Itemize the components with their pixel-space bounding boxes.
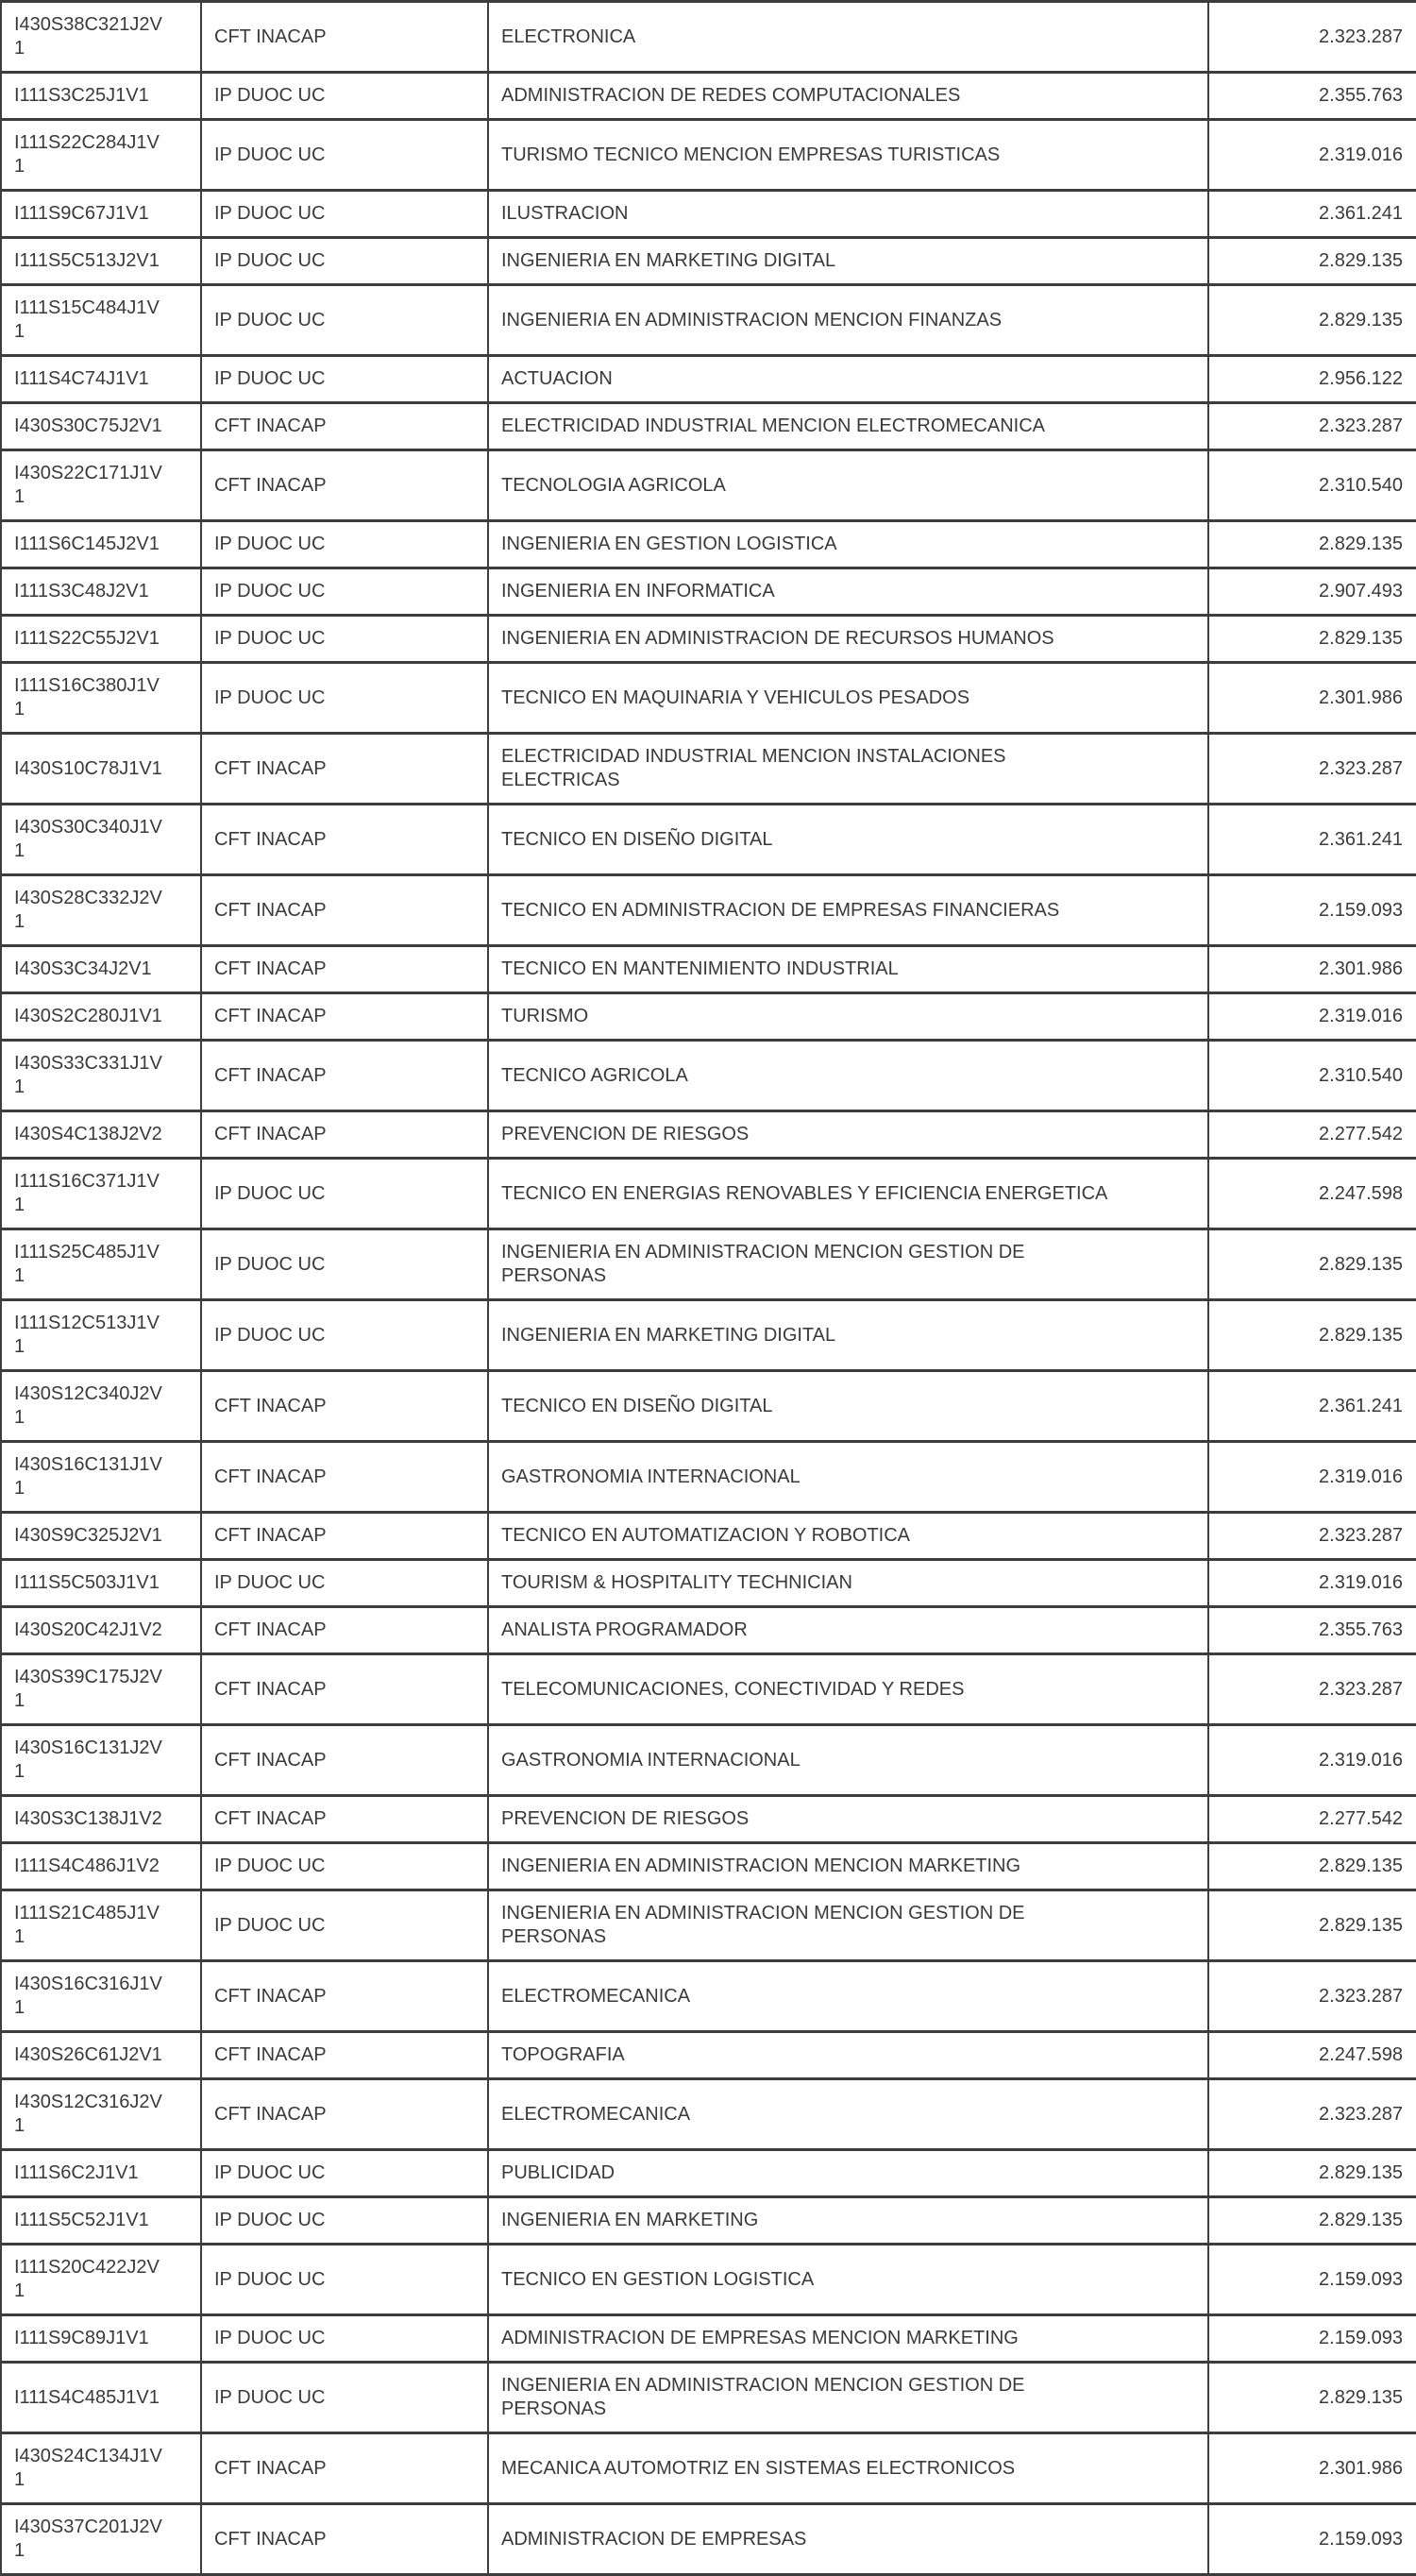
code-cell: I430S9C325J2V1 <box>1 1513 201 1560</box>
amount-cell: 2.247.598 <box>1208 1159 1416 1229</box>
table-row <box>1 1560 1416 1607</box>
table-row <box>1 1513 1416 1560</box>
institution-cell: CFT INACAP <box>201 2079 488 2150</box>
amount-cell: 2.323.287 <box>1208 2079 1416 2150</box>
code-cell: I430S26C61J2V1 <box>1 2032 201 2079</box>
program-cell: TECNICO EN ADMINISTRACION DE EMPRESAS FINANCIERAS <box>488 875 1208 946</box>
amount-cell: 2.301.986 <box>1208 2433 1416 2504</box>
amount-cell: 2.361.241 <box>1208 191 1416 238</box>
program-cell: INGENIERIA EN ADMINISTRACION MENCION GESTION DE PERSONAS <box>488 1890 1208 1961</box>
table-row <box>1 120 1416 191</box>
table-row <box>1 2197 1416 2245</box>
program-cell: TECNICO EN GESTION LOGISTICA <box>488 2245 1208 2315</box>
program-cell: ILUSTRACION <box>488 191 1208 238</box>
program-cell: TECNICO EN DISEÑO DIGITAL <box>488 1371 1208 1442</box>
program-cell: INGENIERIA EN ADMINISTRACION DE RECURSOS HUMANOS <box>488 616 1208 663</box>
institution-cell: CFT INACAP <box>201 1654 488 1725</box>
program-cell: INGENIERIA EN ADMINISTRACION MENCION MARKETING <box>488 1843 1208 1890</box>
institution-cell: CFT INACAP <box>201 805 488 875</box>
table-row <box>1 993 1416 1041</box>
program-cell: PREVENCION DE RIESGOS <box>488 1111 1208 1159</box>
program-cell: INGENIERIA EN ADMINISTRACION MENCION GESTION DE PERSONAS <box>488 2363 1208 2433</box>
institution-cell: CFT INACAP <box>201 1442 488 1513</box>
amount-cell: 2.829.135 <box>1208 2363 1416 2433</box>
code-cell: I430S33C331J1V1 <box>1 1041 201 1111</box>
program-cell: ADMINISTRACION DE EMPRESAS <box>488 2504 1208 2575</box>
code-cell: I430S37C201J2V1 <box>1 2504 201 2575</box>
institution-cell: CFT INACAP <box>201 1371 488 1442</box>
program-cell: TELECOMUNICACIONES, CONECTIVIDAD Y REDES <box>488 1654 1208 1725</box>
program-cell: GASTRONOMIA INTERNACIONAL <box>488 1725 1208 1796</box>
amount-cell: 2.310.540 <box>1208 450 1416 521</box>
institution-cell: CFT INACAP <box>201 1796 488 1843</box>
table-row <box>1 1725 1416 1796</box>
institution-cell: IP DUOC UC <box>201 2315 488 2363</box>
amount-cell: 2.829.135 <box>1208 1890 1416 1961</box>
institution-cell: IP DUOC UC <box>201 73 488 120</box>
table-row <box>1 734 1416 805</box>
amount-cell: 2.247.598 <box>1208 2032 1416 2079</box>
table-row <box>1 521 1416 568</box>
program-cell: INGENIERIA EN MARKETING DIGITAL <box>488 238 1208 285</box>
code-cell: I111S20C422J2V1 <box>1 2245 201 2315</box>
program-cell: INGENIERIA EN GESTION LOGISTICA <box>488 521 1208 568</box>
amount-cell: 2.319.016 <box>1208 1560 1416 1607</box>
table-row <box>1 568 1416 616</box>
program-cell: PUBLICIDAD <box>488 2150 1208 2197</box>
table-row <box>1 1843 1416 1890</box>
amount-cell: 2.829.135 <box>1208 1300 1416 1371</box>
institution-cell: CFT INACAP <box>201 2504 488 2575</box>
table-row <box>1 356 1416 403</box>
institution-cell: CFT INACAP <box>201 993 488 1041</box>
table-row <box>1 616 1416 663</box>
table-row <box>1 2433 1416 2504</box>
institution-cell: IP DUOC UC <box>201 1560 488 1607</box>
code-cell: I430S3C34J2V1 <box>1 946 201 993</box>
amount-cell: 2.829.135 <box>1208 2150 1416 2197</box>
program-cell: TURISMO TECNICO MENCION EMPRESAS TURISTICAS <box>488 120 1208 191</box>
code-cell: I430S30C340J1V1 <box>1 805 201 875</box>
program-cell: TECNICO EN ENERGIAS RENOVABLES Y EFICIENCIA ENERGETICA <box>488 1159 1208 1229</box>
table-row <box>1 403 1416 450</box>
amount-cell: 2.355.763 <box>1208 73 1416 120</box>
code-cell: I430S38C321J2V1 <box>1 2 201 73</box>
code-cell: I430S22C171J1V1 <box>1 450 201 521</box>
institution-cell: CFT INACAP <box>201 1961 488 2032</box>
code-cell: I111S6C2J1V1 <box>1 2150 201 2197</box>
amount-cell: 2.956.122 <box>1208 356 1416 403</box>
institution-cell: CFT INACAP <box>201 450 488 521</box>
amount-cell: 2.319.016 <box>1208 120 1416 191</box>
code-cell: I111S4C485J1V1 <box>1 2363 201 2433</box>
table-row <box>1 238 1416 285</box>
program-cell: ELECTROMECANICA <box>488 1961 1208 2032</box>
code-cell: I111S9C89J1V1 <box>1 2315 201 2363</box>
code-cell: I430S16C131J2V1 <box>1 1725 201 1796</box>
amount-cell: 2.907.493 <box>1208 568 1416 616</box>
amount-cell: 2.323.287 <box>1208 403 1416 450</box>
table-row <box>1 1041 1416 1111</box>
program-cell: ADMINISTRACION DE REDES COMPUTACIONALES <box>488 73 1208 120</box>
table-row <box>1 1300 1416 1371</box>
amount-cell: 2.277.542 <box>1208 1111 1416 1159</box>
institution-cell: IP DUOC UC <box>201 1843 488 1890</box>
program-cell: TOPOGRAFIA <box>488 2032 1208 2079</box>
institution-cell: IP DUOC UC <box>201 521 488 568</box>
table-row <box>1 1607 1416 1654</box>
table-row <box>1 1229 1416 1300</box>
table-row <box>1 2363 1416 2433</box>
program-cell: TECNOLOGIA AGRICOLA <box>488 450 1208 521</box>
code-cell: I111S16C371J1V1 <box>1 1159 201 1229</box>
amount-cell: 2.829.135 <box>1208 285 1416 356</box>
program-cell: TECNICO EN MANTENIMIENTO INDUSTRIAL <box>488 946 1208 993</box>
table-row <box>1 663 1416 734</box>
amount-cell: 2.319.016 <box>1208 1442 1416 1513</box>
program-cell: TECNICO EN AUTOMATIZACION Y ROBOTICA <box>488 1513 1208 1560</box>
amount-cell: 2.323.287 <box>1208 1961 1416 2032</box>
amount-cell: 2.829.135 <box>1208 1229 1416 1300</box>
institution-cell: IP DUOC UC <box>201 568 488 616</box>
table-row <box>1 1890 1416 1961</box>
code-cell: I430S28C332J2V1 <box>1 875 201 946</box>
amount-cell: 2.319.016 <box>1208 993 1416 1041</box>
table-row <box>1 285 1416 356</box>
code-cell: I111S9C67J1V1 <box>1 191 201 238</box>
table-row <box>1 2150 1416 2197</box>
table-row <box>1 1371 1416 1442</box>
code-cell: I111S12C513J1V1 <box>1 1300 201 1371</box>
institution-cell: IP DUOC UC <box>201 1300 488 1371</box>
amount-cell: 2.361.241 <box>1208 805 1416 875</box>
program-cell: ADMINISTRACION DE EMPRESAS MENCION MARKETING <box>488 2315 1208 2363</box>
code-cell: I111S3C48J2V1 <box>1 568 201 616</box>
fee-table-body <box>1 2 1416 2575</box>
table-row <box>1 73 1416 120</box>
amount-cell: 2.159.093 <box>1208 875 1416 946</box>
code-cell: I111S5C52J1V1 <box>1 2197 201 2245</box>
table-row <box>1 2 1416 73</box>
program-cell: TURISMO <box>488 993 1208 1041</box>
institution-cell: IP DUOC UC <box>201 238 488 285</box>
code-cell: I430S24C134J1V1 <box>1 2433 201 2504</box>
program-cell: GASTRONOMIA INTERNACIONAL <box>488 1442 1208 1513</box>
institution-cell: CFT INACAP <box>201 946 488 993</box>
institution-cell: CFT INACAP <box>201 1111 488 1159</box>
program-cell: INGENIERIA EN ADMINISTRACION MENCION GESTION DE PERSONAS <box>488 1229 1208 1300</box>
program-cell: TOURISM & HOSPITALITY TECHNICIAN <box>488 1560 1208 1607</box>
code-cell: I430S16C316J1V1 <box>1 1961 201 2032</box>
table-row <box>1 450 1416 521</box>
institution-cell: IP DUOC UC <box>201 2363 488 2433</box>
amount-cell: 2.829.135 <box>1208 616 1416 663</box>
institution-cell: IP DUOC UC <box>201 120 488 191</box>
program-cell: INGENIERIA EN ADMINISTRACION MENCION FINANZAS <box>488 285 1208 356</box>
amount-cell: 2.323.287 <box>1208 734 1416 805</box>
code-cell: I430S20C42J1V2 <box>1 1607 201 1654</box>
code-cell: I430S10C78J1V1 <box>1 734 201 805</box>
table-row <box>1 2245 1416 2315</box>
institution-cell: IP DUOC UC <box>201 1890 488 1961</box>
table-row <box>1 805 1416 875</box>
table-row <box>1 2032 1416 2079</box>
code-cell: I430S30C75J2V1 <box>1 403 201 450</box>
program-cell: ELECTROMECANICA <box>488 2079 1208 2150</box>
program-cell: MECANICA AUTOMOTRIZ EN SISTEMAS ELECTRONICOS <box>488 2433 1208 2504</box>
program-cell: ELECTRICIDAD INDUSTRIAL MENCION ELECTROMECANICA <box>488 403 1208 450</box>
program-cell: ANALISTA PROGRAMADOR <box>488 1607 1208 1654</box>
institution-cell: CFT INACAP <box>201 2 488 73</box>
institution-cell: IP DUOC UC <box>201 191 488 238</box>
table-row <box>1 2079 1416 2150</box>
institution-cell: CFT INACAP <box>201 1513 488 1560</box>
table-row <box>1 1796 1416 1843</box>
code-cell: I111S4C486J1V2 <box>1 1843 201 1890</box>
institution-cell: IP DUOC UC <box>201 616 488 663</box>
institution-cell: IP DUOC UC <box>201 356 488 403</box>
institution-cell: CFT INACAP <box>201 734 488 805</box>
program-cell: TECNICO AGRICOLA <box>488 1041 1208 1111</box>
program-cell: TECNICO EN MAQUINARIA Y VEHICULOS PESADOS <box>488 663 1208 734</box>
code-cell: I430S2C280J1V1 <box>1 993 201 1041</box>
code-cell: I430S12C340J2V1 <box>1 1371 201 1442</box>
amount-cell: 2.829.135 <box>1208 1843 1416 1890</box>
institution-cell: IP DUOC UC <box>201 1229 488 1300</box>
institution-cell: IP DUOC UC <box>201 2245 488 2315</box>
program-cell: ACTUACION <box>488 356 1208 403</box>
institution-cell: CFT INACAP <box>201 875 488 946</box>
program-cell: INGENIERIA EN MARKETING <box>488 2197 1208 2245</box>
institution-cell: CFT INACAP <box>201 403 488 450</box>
amount-cell: 2.323.287 <box>1208 2 1416 73</box>
code-cell: I430S3C138J1V2 <box>1 1796 201 1843</box>
institution-cell: IP DUOC UC <box>201 1159 488 1229</box>
amount-cell: 2.829.135 <box>1208 521 1416 568</box>
program-cell: TECNICO EN DISEÑO DIGITAL <box>488 805 1208 875</box>
code-cell: I111S16C380J1V1 <box>1 663 201 734</box>
amount-cell: 2.361.241 <box>1208 1371 1416 1442</box>
amount-cell: 2.323.287 <box>1208 1513 1416 1560</box>
code-cell: I111S21C485J1V1 <box>1 1890 201 1961</box>
amount-cell: 2.159.093 <box>1208 2245 1416 2315</box>
table-row <box>1 1111 1416 1159</box>
amount-cell: 2.301.986 <box>1208 663 1416 734</box>
code-cell: I111S4C74J1V1 <box>1 356 201 403</box>
code-cell: I111S3C25J1V1 <box>1 73 201 120</box>
institution-cell: IP DUOC UC <box>201 285 488 356</box>
code-cell: I430S4C138J2V2 <box>1 1111 201 1159</box>
program-cell: ELECTRICIDAD INDUSTRIAL MENCION INSTALACIONES ELECTRICAS <box>488 734 1208 805</box>
table-row <box>1 2504 1416 2575</box>
amount-cell: 2.319.016 <box>1208 1725 1416 1796</box>
institution-cell: CFT INACAP <box>201 2032 488 2079</box>
code-cell: I111S25C485J1V1 <box>1 1229 201 1300</box>
institution-cell: IP DUOC UC <box>201 2150 488 2197</box>
institution-cell: IP DUOC UC <box>201 663 488 734</box>
code-cell: I111S15C484J1V1 <box>1 285 201 356</box>
table-row <box>1 875 1416 946</box>
program-cell: INGENIERIA EN INFORMATICA <box>488 568 1208 616</box>
code-cell: I111S22C55J2V1 <box>1 616 201 663</box>
code-cell: I430S16C131J1V1 <box>1 1442 201 1513</box>
code-cell: I111S22C284J1V1 <box>1 120 201 191</box>
amount-cell: 2.277.542 <box>1208 1796 1416 1843</box>
code-cell: I430S39C175J2V1 <box>1 1654 201 1725</box>
amount-cell: 2.355.763 <box>1208 1607 1416 1654</box>
amount-cell: 2.159.093 <box>1208 2504 1416 2575</box>
amount-cell: 2.310.540 <box>1208 1041 1416 1111</box>
institution-cell: CFT INACAP <box>201 1041 488 1111</box>
program-cell: PREVENCION DE RIESGOS <box>488 1796 1208 1843</box>
code-cell: I430S12C316J2V1 <box>1 2079 201 2150</box>
table-row <box>1 1159 1416 1229</box>
amount-cell: 2.159.093 <box>1208 2315 1416 2363</box>
program-cell: ELECTRONICA <box>488 2 1208 73</box>
amount-cell: 2.323.287 <box>1208 1654 1416 1725</box>
table-row <box>1 1961 1416 2032</box>
amount-cell: 2.301.986 <box>1208 946 1416 993</box>
table-row <box>1 1654 1416 1725</box>
code-cell: I111S6C145J2V1 <box>1 521 201 568</box>
amount-cell: 2.829.135 <box>1208 238 1416 285</box>
table-row <box>1 1442 1416 1513</box>
amount-cell: 2.829.135 <box>1208 2197 1416 2245</box>
code-cell: I111S5C503J1V1 <box>1 1560 201 1607</box>
institution-cell: CFT INACAP <box>201 2433 488 2504</box>
code-cell: I111S5C513J2V1 <box>1 238 201 285</box>
institution-cell: CFT INACAP <box>201 1607 488 1654</box>
institution-cell: IP DUOC UC <box>201 2197 488 2245</box>
table-row <box>1 191 1416 238</box>
table-row <box>1 2315 1416 2363</box>
table-row <box>1 946 1416 993</box>
program-cell: INGENIERIA EN MARKETING DIGITAL <box>488 1300 1208 1371</box>
institution-cell: CFT INACAP <box>201 1725 488 1796</box>
